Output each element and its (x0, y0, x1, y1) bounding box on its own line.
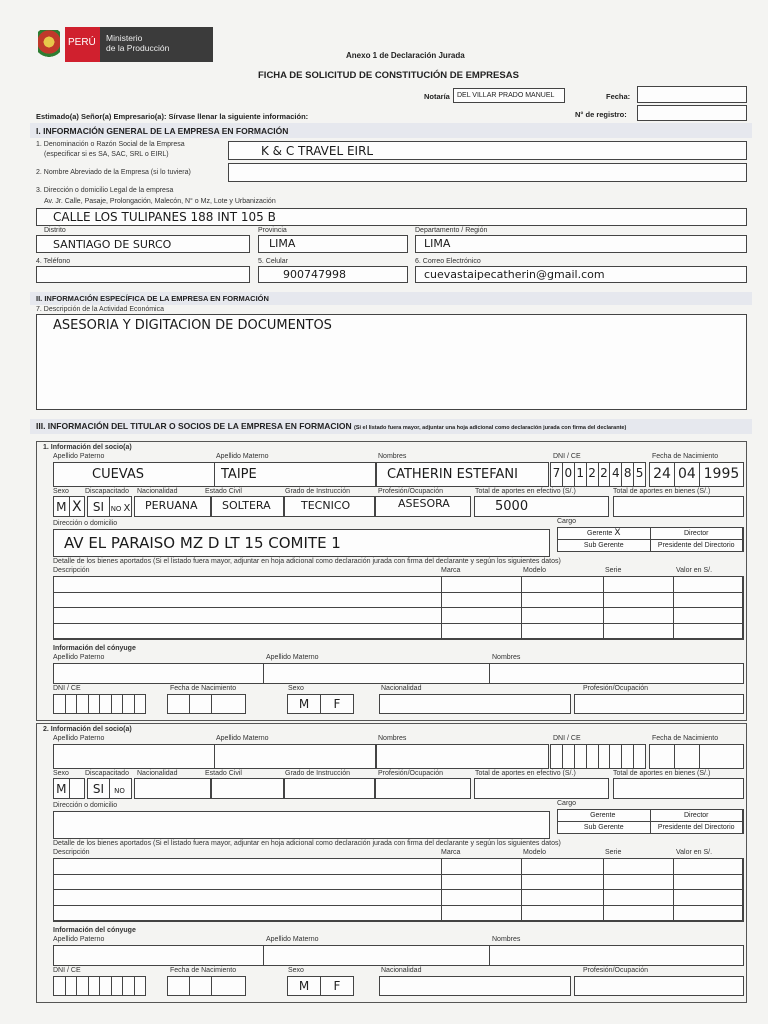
nacionalidad-field[interactable] (134, 496, 211, 517)
c-ap-paterno-field[interactable] (53, 663, 264, 684)
c-sexo-f[interactable]: F (333, 697, 341, 711)
conyuge-heading: Información del cónyuge (53, 927, 136, 934)
c-sexo-checkboxes[interactable] (287, 976, 354, 996)
provincia-field[interactable] (258, 235, 408, 253)
f7-label: 7. Descripción de la Actividad Económica (36, 306, 165, 313)
birth-day: 24 (650, 463, 675, 486)
partner-block (36, 441, 747, 721)
cargo-subgerente[interactable]: Sub Gerente (558, 540, 651, 552)
birthdate-cells[interactable] (649, 462, 744, 487)
section3-title-text: III. INFORMACIÓN DEL TITULAR O SOCIOS DE LA EMPRESA EN FORMACION (36, 421, 352, 431)
company-name-field[interactable] (228, 141, 747, 160)
estado-civil-field[interactable] (211, 778, 284, 799)
dni-digit (551, 745, 563, 768)
estado-civil-field[interactable] (211, 496, 284, 517)
marca-header: Marca (441, 849, 461, 856)
grado-field[interactable] (284, 496, 375, 517)
sexo-m-option[interactable]: M (54, 779, 70, 798)
conyuge-heading: Información del cónyuge (53, 645, 136, 652)
direccion-field[interactable] (53, 811, 550, 839)
cargo-options[interactable] (557, 527, 744, 552)
valor-header: Valor en S/. (676, 567, 713, 574)
dni-label: DNI / CE (553, 735, 581, 742)
bienes-field[interactable] (613, 778, 744, 799)
dni-cells[interactable] (550, 462, 646, 487)
c-nacionalidad-label: Nacionalidad (381, 967, 422, 974)
dni-digit (575, 745, 587, 768)
ap-materno-label: Apellido Materno (216, 453, 269, 460)
nombres-label: Nombres (378, 735, 407, 742)
birthdate-cells[interactable] (649, 744, 744, 769)
c-nacionalidad-field[interactable] (379, 694, 571, 714)
c-dni-label: DNI / CE (53, 967, 81, 974)
ministry-line1: Ministerio (106, 33, 143, 43)
sexo-label: Sexo (53, 488, 69, 495)
discapacitado-label: Discapacitado (85, 488, 129, 495)
annex-title: Anexo 1 de Declaración Jurada (346, 51, 465, 60)
sexo-label: Sexo (53, 770, 69, 777)
efectivo-label: Total de aportes en efectivo (S/.) (475, 770, 576, 777)
birth-year (700, 745, 743, 768)
disc-si-option[interactable]: SI (88, 497, 110, 516)
f3-label: 3. Dirección o domicilio Legal de la empresa (36, 187, 174, 194)
address-field[interactable] (36, 208, 747, 226)
dni-digit (634, 745, 645, 768)
fecha-label: Fecha: (606, 92, 631, 101)
registro-label: N° de registro: (575, 110, 627, 119)
ap-materno-label: Apellido Materno (216, 735, 269, 742)
f2-label: 2. Nombre Abreviado de la Empresa (si lo tuviera) (36, 169, 191, 176)
sexo-checkboxes[interactable] (53, 778, 85, 799)
c-nombres-label: Nombres (492, 654, 521, 661)
sexo-m-option[interactable]: M (54, 497, 70, 516)
activity-description-field[interactable] (36, 314, 747, 410)
descripcion-header: Descripción (53, 849, 90, 856)
dni-digit: 8 (622, 463, 634, 486)
gerente-label: Gerente (590, 812, 616, 819)
cargo-options[interactable] (557, 809, 744, 834)
telefono-label: 4. Teléfono (36, 258, 71, 265)
c-nombres-field[interactable] (489, 663, 744, 684)
fecha-field[interactable] (637, 86, 747, 103)
section3-title (36, 421, 626, 433)
serie-header: Serie (605, 567, 622, 574)
cargo-director[interactable]: Director (651, 528, 744, 540)
c-fecha-label: Fecha de Nacimiento (170, 967, 237, 974)
activity-description-value: ASESORIA Y DIGITACION DE DOCUMENTOS (53, 318, 332, 333)
fecha-nac-label: Fecha de Nacimiento (652, 453, 719, 460)
c-nacionalidad-label: Nacionalidad (381, 685, 422, 692)
profesion-field[interactable] (375, 496, 471, 517)
nacionalidad-label: Nacionalidad (137, 488, 178, 495)
ap-paterno-label: Apellido Paterno (53, 735, 105, 742)
dni-digit (610, 745, 622, 768)
detalle-label: Detalle de los bienes aportados (Si el listado fuera mayor, adjuntar en hoja adicional como declaración jurada con firma del declarante y según los siguientes datos) (53, 840, 561, 847)
ap-materno-field[interactable] (214, 462, 376, 487)
disc-si-option[interactable]: SI (88, 779, 110, 798)
dni-digit: 2 (587, 463, 599, 486)
dni-digit: 5 (635, 466, 644, 480)
dni-digit (599, 745, 611, 768)
disc-no-label: NO (110, 505, 122, 513)
discapacitado-label: Discapacitado (85, 770, 129, 777)
correo-field[interactable] (415, 266, 747, 283)
disc-no-option[interactable] (110, 779, 131, 798)
short-name-field[interactable] (228, 163, 747, 182)
departamento-label: Departamento / Región (415, 227, 488, 234)
f1-label: 1. Denominación o Razón Social de la Empresa (36, 141, 185, 148)
c-dni-label: DNI / CE (53, 685, 81, 692)
efectivo-field[interactable] (474, 496, 609, 517)
distrito-label: Distrito (44, 227, 66, 234)
departamento-value: LIMA (424, 237, 451, 250)
celular-value: 900747998 (283, 268, 346, 281)
efectivo-value: 5000 (495, 499, 529, 514)
c-sexo-f[interactable]: F (333, 979, 341, 993)
disc-no-option[interactable] (110, 497, 131, 516)
nombres-field[interactable] (376, 744, 549, 769)
c-sexo-label: Sexo (288, 685, 304, 692)
birth-year: 1995 (703, 466, 740, 482)
profesion-value: ASESORA (398, 497, 450, 510)
ap-materno-field[interactable] (214, 744, 376, 769)
c-sexo-checkboxes[interactable] (287, 694, 354, 714)
c-ap-materno-field[interactable] (263, 663, 490, 684)
gerente-label: Gerente (587, 530, 613, 537)
birth-month (675, 745, 700, 768)
grado-field[interactable] (284, 778, 375, 799)
profesion-field[interactable] (375, 778, 471, 799)
c-fecha-cells[interactable] (167, 694, 246, 714)
form-title: FICHA DE SOLICITUD DE CONSTITUCIÓN DE EMPRESAS (258, 70, 519, 81)
dni-digit: 4 (610, 463, 622, 486)
nombres-field[interactable] (376, 462, 549, 487)
estado-civil-value: SOLTERA (222, 499, 271, 512)
assets-table[interactable] (53, 858, 744, 922)
sexo-mark: X (71, 499, 82, 515)
detalle-label: Detalle de los bienes aportados (Si el listado fuera mayor, adjuntar en hoja adicional como declaración jurada con firma del declarante y según los siguientes datos) (53, 558, 561, 565)
partner-block-2 (36, 723, 747, 1003)
c-sexo-label: Sexo (288, 967, 304, 974)
cargo-label: Cargo (557, 800, 577, 807)
telefono-field[interactable] (36, 266, 250, 283)
cargo-gerente[interactable] (558, 810, 651, 822)
f3-sublabel: Av. Jr. Calle, Pasaje, Prolongación, Malecón, N° o Mz, Lote y Urbanización (44, 198, 276, 205)
efectivo-field[interactable] (474, 778, 609, 799)
c-ap-materno-label: Apellido Materno (266, 936, 319, 943)
birth-month: 04 (675, 463, 700, 486)
ministry-line2: de la Producción (106, 43, 170, 53)
c-profesion-label: Profesión/Ocupación (583, 967, 648, 974)
partner-heading: 1. Información del socio(a) (43, 444, 132, 451)
c-fecha-label: Fecha de Nacimiento (170, 685, 237, 692)
cargo-presidente[interactable]: Presidente del Directorio (651, 540, 744, 552)
estado-civil-label: Estado Civil (205, 488, 242, 495)
departamento-field[interactable] (415, 235, 747, 253)
cargo-director[interactable]: Director (651, 810, 744, 822)
dni-digit: 1 (575, 463, 587, 486)
bienes-field[interactable] (613, 496, 744, 517)
serie-header: Serie (605, 849, 622, 856)
c-ap-paterno-field[interactable] (53, 945, 264, 966)
correo-value: cuevastaipecatherin@gmail.com (424, 268, 605, 281)
dni-digit: 0 (563, 463, 575, 486)
section1-title: I. INFORMACIÓN GENERAL DE LA EMPRESA EN FORMACIÓN (36, 126, 289, 136)
cargo-subgerente[interactable]: Sub Gerente (558, 822, 651, 834)
provincia-value: LIMA (269, 237, 296, 250)
c-profesion-field[interactable] (574, 976, 744, 996)
celular-label: 5. Celular (258, 258, 288, 265)
c-ap-paterno-label: Apellido Paterno (53, 654, 105, 661)
c-profesion-label: Profesión/Ocupación (583, 685, 648, 692)
grado-value: TECNICO (301, 499, 351, 512)
dni-cells[interactable] (550, 744, 646, 769)
dni-digit (622, 745, 634, 768)
dni-digit: 7 (551, 463, 563, 486)
c-ap-materno-field[interactable] (263, 945, 490, 966)
distrito-field[interactable] (36, 235, 250, 253)
marca-header: Marca (441, 567, 461, 574)
disc-mark: X (123, 503, 131, 514)
assets-table[interactable] (53, 576, 744, 640)
logo-peru: PERÚ (65, 27, 100, 62)
c-nombres-field[interactable] (489, 945, 744, 966)
ap-materno-value: TAIPE (221, 467, 257, 482)
correo-label: 6. Correo Electrónico (415, 258, 481, 265)
ap-paterno-field[interactable] (53, 462, 215, 487)
estado-civil-label: Estado Civil (205, 770, 242, 777)
birth-day (650, 745, 675, 768)
distrito-value: SANTIAGO DE SURCO (53, 238, 172, 251)
c-profesion-field[interactable] (574, 694, 744, 714)
sexo-checkboxes[interactable] (53, 496, 85, 517)
section2-title: II. INFORMACIÓN ESPECÍFICA DE LA EMPRESA EN FORMACIÓN (36, 294, 269, 303)
address-value: CALLE LOS TULIPANES 188 INT 105 B (53, 210, 276, 224)
c-sexo-m[interactable]: M (288, 977, 321, 995)
modelo-header: Modelo (523, 567, 546, 574)
direccion-label: Dirección o domicilio (53, 802, 118, 809)
discapacitado-checkboxes[interactable] (87, 778, 132, 799)
company-name-value: K & C TRAVEL EIRL (261, 144, 374, 158)
provincia-label: Provincia (258, 227, 287, 234)
dni-digit: 2 (599, 463, 611, 486)
nombres-value: CATHERIN ESTEFANI (387, 467, 518, 482)
grado-label: Grado de Instrucción (285, 770, 350, 777)
efectivo-label: Total de aportes en efectivo (S/.) (475, 488, 576, 495)
cargo-label: Cargo (557, 518, 577, 525)
cargo-gerente[interactable] (558, 528, 651, 540)
logo-ministry (100, 27, 213, 62)
dni-label: DNI / CE (553, 453, 581, 460)
profesion-label: Profesión/Ocupación (378, 488, 443, 495)
descripcion-header: Descripción (53, 567, 90, 574)
bienes-label: Total de aportes en bienes (S/.) (613, 770, 711, 777)
registro-field[interactable] (637, 105, 747, 121)
discapacitado-checkboxes[interactable] (87, 496, 132, 517)
fecha-nac-label: Fecha de Nacimiento (652, 735, 719, 742)
section3-note: (Si el listado fuera mayor, adjuntar una hoja adicional como declaración jurada con firma del declarante) (353, 425, 627, 431)
c-ap-materno-label: Apellido Materno (266, 654, 319, 661)
cargo-presidente[interactable]: Presidente del Directorio (651, 822, 744, 834)
partner-heading: 2. Información del socio(a) (43, 726, 132, 733)
nombres-label: Nombres (378, 453, 407, 460)
c-dni-cells[interactable] (53, 976, 146, 996)
grado-label: Grado de Instrucción (285, 488, 350, 495)
nacionalidad-field[interactable] (134, 778, 211, 799)
ap-paterno-field[interactable] (53, 744, 215, 769)
peru-coat-of-arms-icon (38, 30, 60, 60)
modelo-header: Modelo (523, 849, 546, 856)
notaria-field[interactable]: DEL VILLAR PRADO MANUEL (453, 88, 565, 103)
dni-digit (587, 745, 599, 768)
sexo-mark (70, 779, 85, 798)
valor-header: Valor en S/. (676, 849, 713, 856)
bienes-label: Total de aportes en bienes (S/.) (613, 488, 711, 495)
direccion-value: AV EL PARAISO MZ D LT 15 COMITE 1 (64, 534, 341, 552)
c-ap-paterno-label: Apellido Paterno (53, 936, 105, 943)
direccion-label: Dirección o domicilio (53, 520, 118, 527)
dni-digit (563, 745, 575, 768)
c-sexo-m[interactable]: M (288, 695, 321, 713)
notaria-label: Notaría (424, 92, 450, 101)
c-dni-cells[interactable] (53, 694, 146, 714)
direccion-field[interactable] (53, 529, 550, 557)
ap-paterno-label: Apellido Paterno (53, 453, 105, 460)
celular-field[interactable] (258, 266, 408, 283)
f1-sublabel: (especificar si es SA, SAC, SRL o EIRL) (44, 151, 169, 158)
c-nombres-label: Nombres (492, 936, 521, 943)
c-nacionalidad-field[interactable] (379, 976, 571, 996)
profesion-label: Profesión/Ocupación (378, 770, 443, 777)
nacionalidad-value: PERUANA (145, 499, 198, 512)
c-fecha-cells[interactable] (167, 976, 246, 996)
cargo-mark: X (614, 528, 621, 538)
disc-no-label: NO (114, 787, 125, 795)
ap-paterno-value: CUEVAS (92, 467, 145, 482)
intro-text: Estimado(a) Señor(a) Empresario(a): Sírvase llenar la siguiente información: (36, 112, 309, 121)
nacionalidad-label: Nacionalidad (137, 770, 178, 777)
